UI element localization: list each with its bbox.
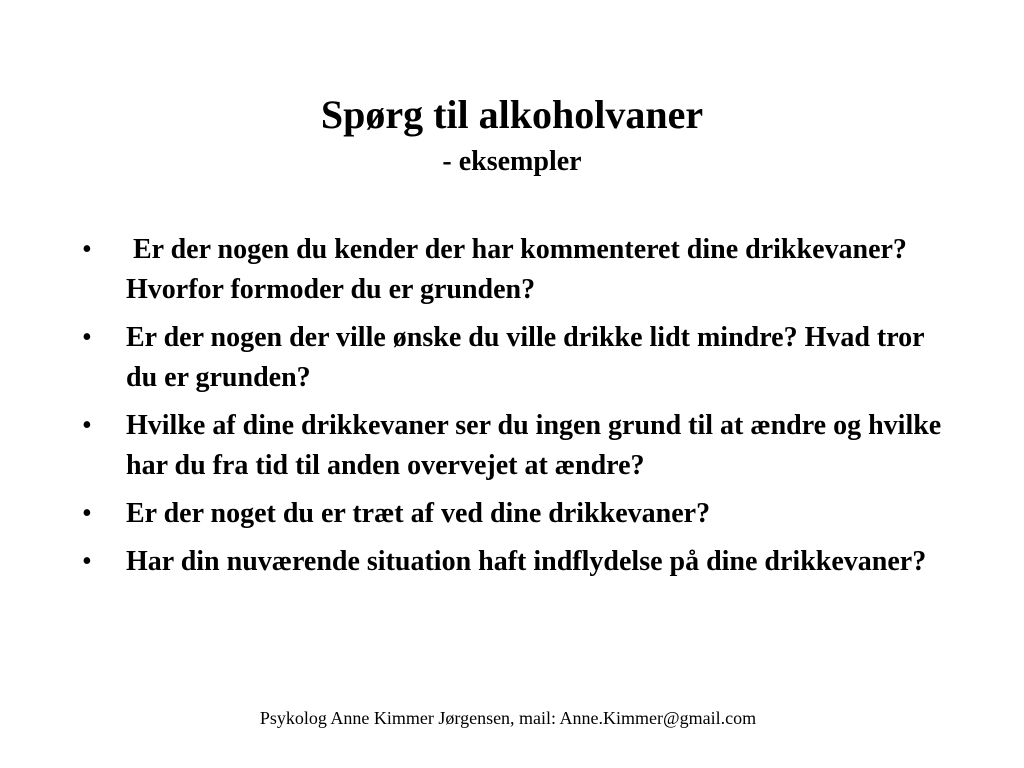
- bullet-icon: •: [82, 322, 92, 353]
- bullet-text: Er der noget du er træt af ved dine drikkevaner?: [126, 498, 711, 529]
- bullet-item: [82, 406, 942, 486]
- slide-subtitle: - eksempler: [442, 146, 582, 177]
- bullet-icon: •: [82, 546, 92, 577]
- slide-footer: Psykolog Anne Kimmer Jørgensen, mail: Anne.Kimmer@gmail.com: [259, 708, 757, 728]
- bullet-icon: •: [82, 234, 92, 265]
- bullet-text: Er der nogen der ville ønske du ville drikke lidt mindre? Hvad tror du er grunden?: [126, 322, 925, 393]
- bullet-item: [82, 318, 942, 398]
- bullet-icon: •: [82, 498, 92, 529]
- bullet-text: Hvilke af dine drikkevaner ser du ingen grund til at ændre og hvilke har du fra tid til anden overvejet at ændre?: [126, 410, 942, 481]
- bullet-item: [82, 494, 942, 534]
- bullet-list: [82, 230, 942, 590]
- bullet-text: Er der nogen du kender der har kommenteret dine drikkevaner? Hvorfor formoder du er grunden?: [126, 234, 914, 305]
- bullet-item: [82, 230, 942, 310]
- slide-title: Spørg til alkoholvaner: [320, 92, 704, 137]
- bullet-text: Har din nuværende situation haft indflydelse på dine drikkevaner?: [126, 546, 927, 577]
- bullet-item: [82, 542, 942, 582]
- bullet-icon: •: [82, 410, 92, 441]
